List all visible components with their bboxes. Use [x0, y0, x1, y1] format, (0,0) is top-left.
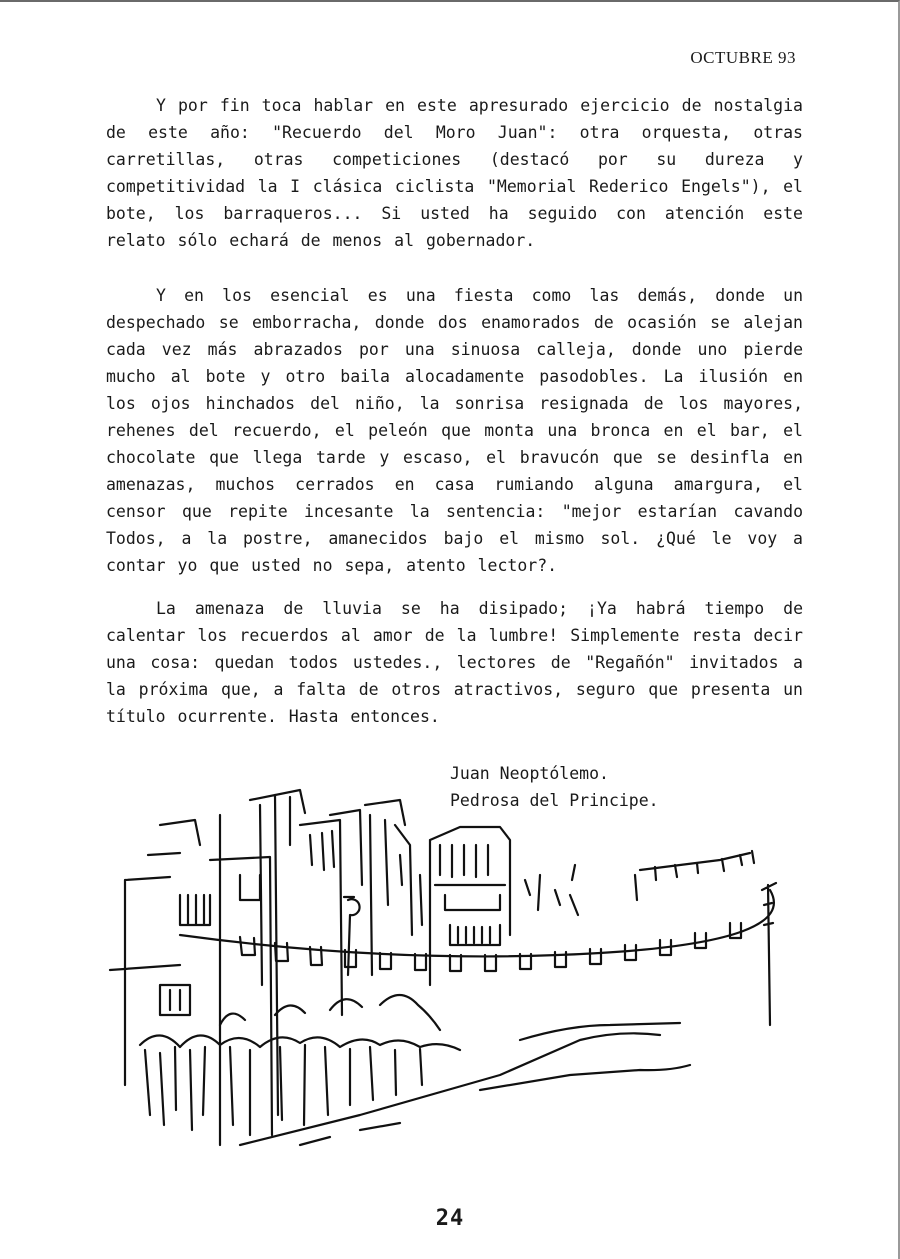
issue-header: OCTUBRE 93 [690, 48, 796, 67]
page-number: 24 [435, 1206, 465, 1231]
paragraph-1: Y por fin toca hablar en este apresurado ejercicio de nostalgia de este año: "Recuerdo del Moro Juan": otra orquesta, otras carretillas, otras competiciones (destacó por su dureza y competitividad la I clásica ciclista "Memorial Rederico Engels"), el bote, los barraqueros... Si usted ha seguido con atención este relato sólo echará de menos al gobernador. [106, 96, 803, 250]
author-place: Pedrosa del Principe. [450, 791, 659, 810]
paragraph-2: Y en los esencial es una fiesta como las demás, donde un despechado se emborracha, donde dos enamorados de ocasión se alejan cada vez más abrazados por una sinuosa calleja, donde uno pierde mucho al bote y otro baila alocadamente pasodobles. La ilusión en los ojos hinchados del niño, la sonrisa resignada de los mayores, rehenes del recuerdo, el peleón que monta una bronca en el bar, el chocolate que llega tarde y escaso, el bravucón que se desinfla en amenazas, muchos cerrados en casa rumiando alguna amargura, el censor que repite incesante la sentencia: "mejor estarían cavando Todos, a la postre, amanecidos bajo el mismo sol. ¿Qué le voy a contar yo que usted no sepa, atento lector?. [106, 286, 803, 575]
street-festival-sketch-icon [100, 785, 790, 1165]
paragraph-3: La amenaza de lluvia se ha disipado; ¡Ya habrá tiempo de calentar los recuerdos al amor de la lumbre! Simplemente resta decir una cosa: quedan todos ustedes., lectores de "Regañón" invitados a la próxima que, a falta de otros atractivos, seguro que presenta un título ocurrente. Hasta entonces. [106, 599, 803, 726]
author-name: Juan Neoptólemo. [450, 764, 609, 783]
